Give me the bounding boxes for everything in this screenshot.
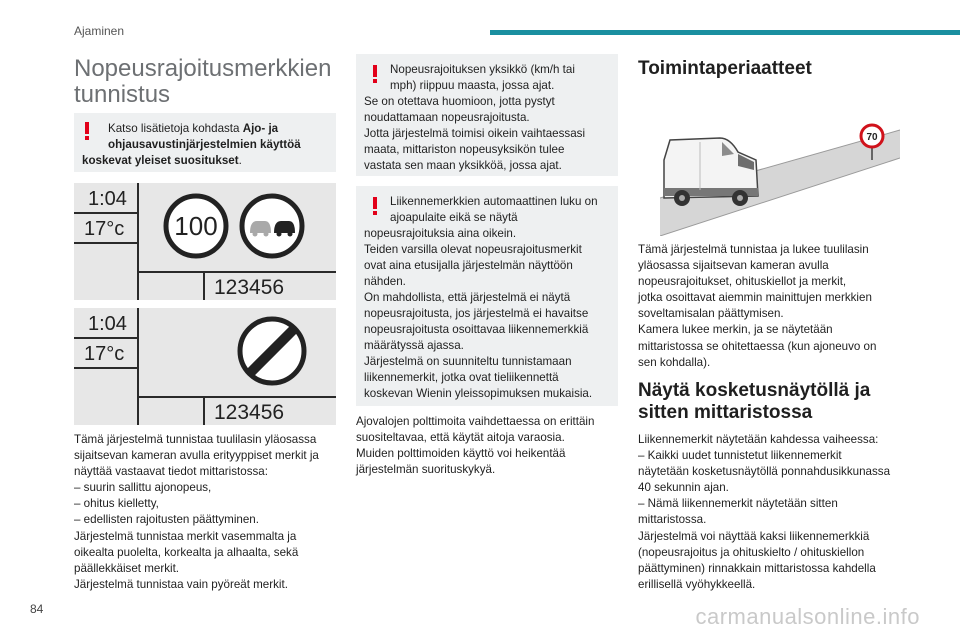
van-road-graphic <box>660 118 900 236</box>
no-overtaking-sign-icon <box>242 196 302 256</box>
section-title-line2: tunnistus <box>74 81 171 108</box>
col1-body-text: Tämä järjestelmä tunnistaa tuulilasin yläosassa sijaitsevan kameran avulla erityyppiset merkit ja näyttää vastaavat tiedot mittaristossa: – suurin sallittu ajonopeus, – ohitus kielletty, – edellisten rajoitusten päättyminen. Järjestelmä tunnistaa merkit vasemmalta ja oikealta puolelta, korkealta ja alhaalta, sekä päällekkäiset merkit. Järjestelmä tunnistaa vain pyöreät merkit. <box>74 433 319 591</box>
display1-speed-limit: 100 <box>174 211 218 241</box>
note-link-part1: Ajo- ja <box>242 122 279 135</box>
heading-display-touchscreen: Näytä kosketusnäytöllä ja sitten mittaristossa <box>638 380 871 423</box>
illustration-sign-value: 70 <box>866 132 878 143</box>
display1-odometer: 123456 <box>214 276 285 299</box>
instrument-display-speed-limit-graphic <box>74 183 336 300</box>
header-accent-bar <box>490 30 960 35</box>
speed-sign-70-icon <box>861 125 883 147</box>
display2-temperature: 17°c <box>84 343 125 365</box>
col3-body-text-2: Liikennemerkit näytetään kahdessa vaiheessa: – Kaikki uudet tunnistetut liikennemerkit näytetään kosketusnäytöllä ponnahdusikkunassa 40 sekunnin ajan. – Nämä liikennemerkit näytetään sitten mittaristossa. Järjestelmä voi näyttää kaksi liikennemerkkiä (nopeusrajoitus ja ohituskielto / ohituskiellon päättyminen) rinnakkain mittaristossa kahdella erillisellä vyöhykkeellä. <box>638 433 891 591</box>
warning-note-reference: Katso lisätietoja kohdasta Ajo- ja ohjausavustinjärjestelmien käyttöä koskevat yleiset suositukset. <box>74 113 336 172</box>
running-header: Ajaminen <box>74 24 125 38</box>
instrument-display-speed-limit <box>74 183 336 300</box>
watermark: carmanualsonline.info <box>695 604 920 629</box>
display1-temperature: 17°c <box>84 218 125 240</box>
display2-time: 1:04 <box>88 313 127 335</box>
instrument-display-end-restrictions <box>74 308 336 425</box>
van-camera-illustration <box>660 118 900 236</box>
warning-note-speed-unit: Nopeusrajoituksen yksikkö (km/h tai mph) riippuu maasta, jossa ajat. Se on otettava huomioon, jotta pystyt noudattamaan nopeusrajoitusta. Jotta järjestelmä toimisi oikein vaihtaessasi maata, mittariston nopeusyksikön tulee vastata sen maan yksikköä, jossa ajat. <box>356 54 618 176</box>
warning-exclamation-icon <box>82 121 92 141</box>
warning-exclamation-icon <box>370 196 380 216</box>
instrument-display-end-restrictions-graphic <box>74 308 336 425</box>
section-title-line1: Nopeusrajoitusmerkkien <box>74 55 332 82</box>
col2-body-text: Ajovalojen polttimoita vaihdettaessa on erittäin suositeltavaa, että käytät aitoja varaosia. Muiden polttimoiden käyttö voi heikentää järjestelmän suorituskykyä. <box>356 415 595 477</box>
section-title <box>74 56 336 108</box>
warning-note-sign-reading: Liikennemerkkien automaattinen luku on ajoapulaite eikä se näytä nopeusrajoituksia aina oikein. Teiden varsilla olevat nopeusrajoitusmerkit ovat aina etusijalla järjestelmän näyttöön nähden. On mahdollista, että järjestelmä ei näytä nopeusrajoitusta, jos järjestelmä ei havaitse nopeusrajoitusta osoittavaa liikennemerkkiä määrätyssä ajassa. Järjestelmä on suunniteltu tunnistamaan liikennemerkit, jotka ovat tieliikennettä koskevan Wienin yleissopimuksen mukaisia. <box>356 186 618 406</box>
note-text-pre: Katso lisätietoja kohdasta <box>108 122 243 135</box>
note-link-part3: koskevat yleiset suositukset <box>82 154 239 167</box>
display1-time: 1:04 <box>88 188 127 210</box>
col3-body-text-1: Tämä järjestelmä tunnistaa ja lukee tuulilasin yläosassa sijaitsevan kameran avulla nopeusrajoitukset, ohituskiellot ja merkit, jotka osoittavat aiemmin mainittujen merkkien soveltamisalan päättymisen. Kamera lukee merkin, ja se näytetään mittaristossa se ohitettaessa (kun ajoneuvo on sen kohdalla). <box>638 243 877 369</box>
page-number: 84 <box>30 602 44 616</box>
end-of-restrictions-sign-icon <box>240 319 304 383</box>
display2-odometer: 123456 <box>214 401 285 424</box>
van-icon <box>664 138 758 206</box>
warning-exclamation-icon <box>370 64 380 84</box>
heading-operating-principles: Toimintaperiaatteet <box>638 58 812 79</box>
note-link-part2: ohjausavustinjärjestelmien käyttöä <box>108 138 301 151</box>
